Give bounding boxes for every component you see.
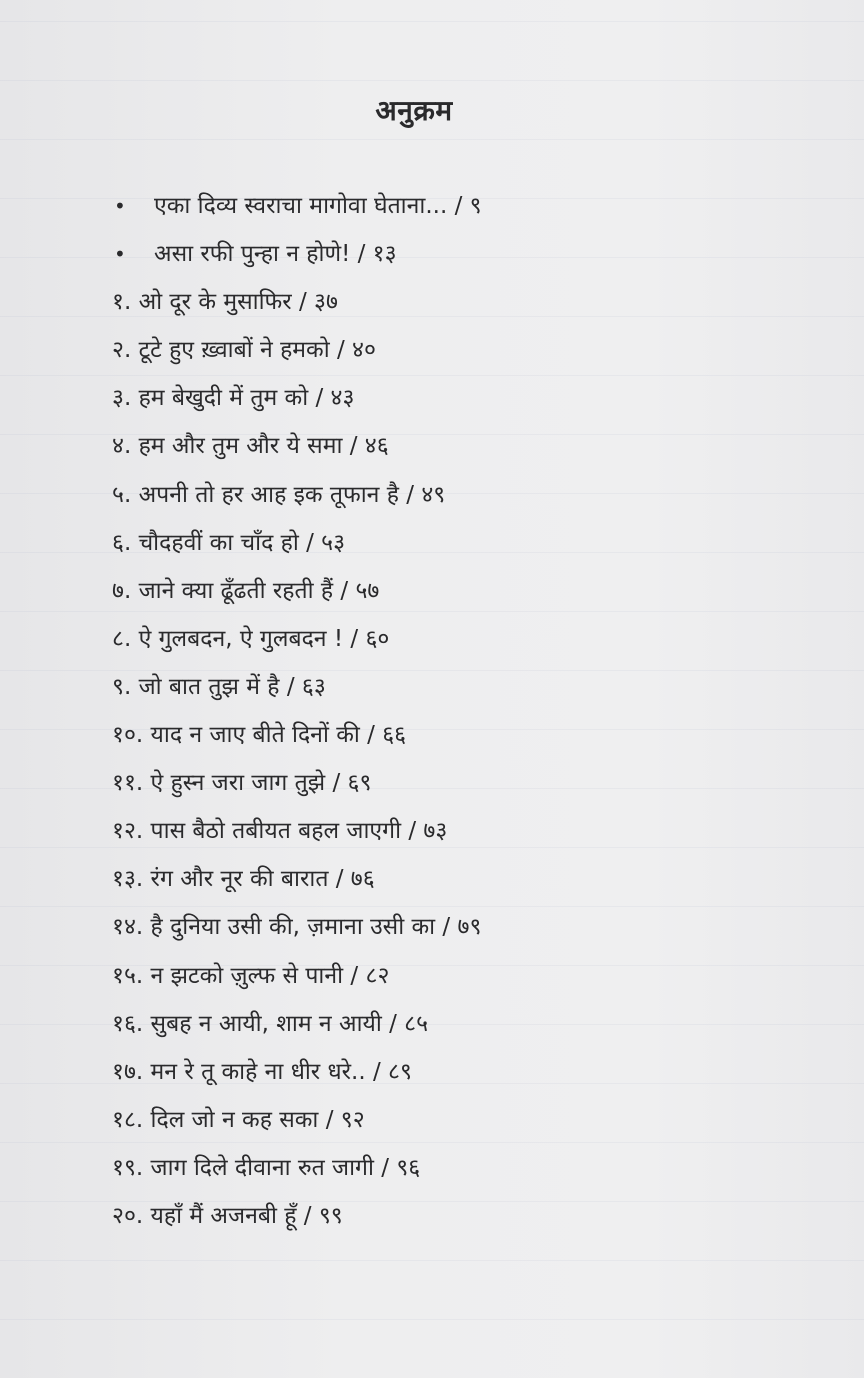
toc-item-text: १२. पास बैठो तबीयत बहल जाएगी / ७३ <box>112 818 448 845</box>
page-title: अनुक्रम <box>375 93 453 127</box>
toc-item-text: ९. जो बात तुझ में है / ६३ <box>112 673 326 700</box>
toc-item-text: १०. याद न जाए बीते दिनों की / ६६ <box>112 722 407 749</box>
toc-item <box>112 1148 812 1196</box>
toc-item <box>112 667 812 715</box>
table-of-contents <box>112 186 812 1244</box>
bullet-icon: • <box>114 194 126 218</box>
toc-item-text: १४. है दुनिया उसी की, ज़माना उसी का / ७९ <box>112 914 482 941</box>
toc-item-text: ११. ऐ हुस्न जरा जाग तुझे / ६९ <box>112 770 372 797</box>
toc-item-intro <box>112 234 812 282</box>
toc-item <box>112 1052 812 1100</box>
toc-item-text: १६. सुबह न आयी, शाम न आयी / ८५ <box>112 1010 429 1037</box>
toc-item <box>112 523 812 571</box>
toc-item <box>112 426 812 474</box>
toc-item-text: १९. जाग दिले दीवाना रुत जागी / ९६ <box>112 1154 421 1181</box>
toc-item-text: ४. हम और तुम और ये समा / ४६ <box>112 433 389 460</box>
toc-item <box>112 811 812 859</box>
toc-item <box>112 1196 812 1244</box>
toc-item-text: २०. यहाँ मैं अजनबी हूँ / ९९ <box>112 1202 343 1229</box>
toc-item <box>112 715 812 763</box>
toc-item <box>112 763 812 811</box>
bullet-icon: • <box>114 242 126 267</box>
toc-item-text: १८. दिल जो न कह सका / ९२ <box>112 1106 365 1133</box>
toc-item-text: असा रफी पुन्हा न होणे! / १३ <box>154 241 397 268</box>
toc-item-text: १. ओ दूर के मुसाफिर / ३७ <box>112 289 338 316</box>
toc-item <box>112 571 812 619</box>
toc-item-text: १५. न झटको ज़ुल्फ से पानी / ८२ <box>112 962 390 989</box>
toc-item-text: ८. ऐ गुलबदन, ऐ गुलबदन ! / ६० <box>112 625 390 652</box>
toc-item <box>112 378 812 426</box>
toc-item <box>112 859 812 907</box>
toc-item-text: ३. हम बेखुदी में तुम को / ४३ <box>112 385 355 412</box>
toc-item <box>112 956 812 1004</box>
toc-item <box>112 1100 812 1148</box>
toc-item-text: १७. मन रे तू काहे ना धीर धरे.. / ८९ <box>112 1058 412 1085</box>
toc-item-text: ७. जाने क्या ढूँढती रहती हैं / ५७ <box>112 577 380 604</box>
toc-item <box>112 475 812 523</box>
toc-item-preface <box>112 186 812 234</box>
toc-item-text: ५. अपनी तो हर आह इक तूफान है / ४९ <box>112 481 446 508</box>
toc-item-text: एका दिव्य स्वराचा मागोवा घेताना... / ९ <box>154 193 482 219</box>
toc-item <box>112 907 812 955</box>
toc-item <box>112 619 812 667</box>
toc-item <box>112 1004 812 1052</box>
toc-item-text: ६. चौदहवीं का चाँद हो / ५३ <box>112 529 346 556</box>
toc-item <box>112 282 812 330</box>
toc-item-text: २. टूटे हुए ख़्वाबों ने हमको / ४० <box>112 337 376 364</box>
toc-item <box>112 330 812 378</box>
toc-item-text: १३. रंग और नूर की बारात / ७६ <box>112 866 375 893</box>
